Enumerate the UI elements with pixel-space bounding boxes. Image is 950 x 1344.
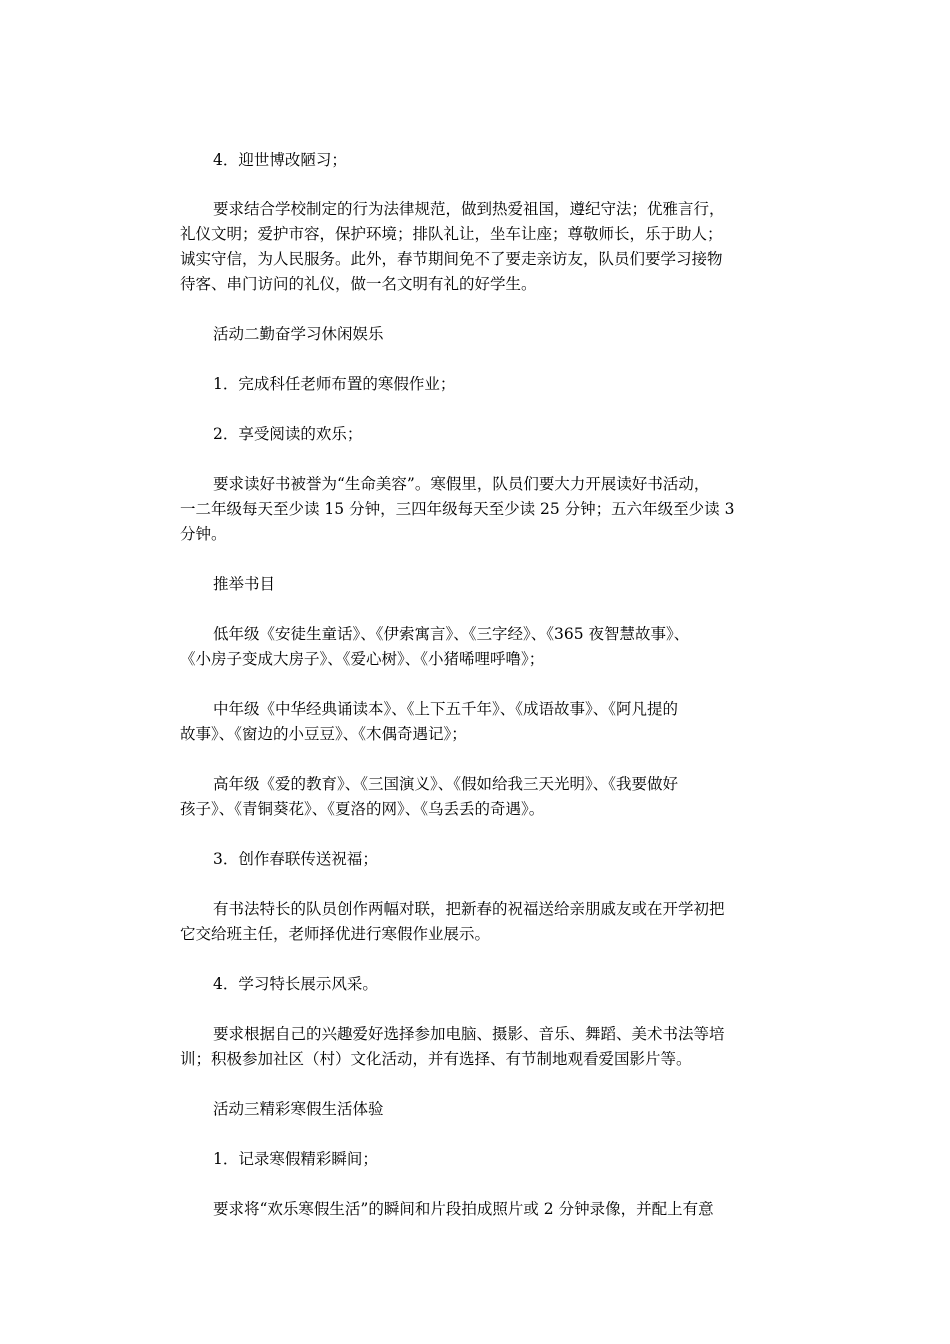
paragraph: [180, 197, 780, 297]
text-line: 中年级《中华经典诵读本》、《上下五千年》、《成语故事》、《阿凡提的: [213, 700, 679, 718]
section-heading: [180, 322, 780, 347]
text-line: 《小房子变成大房子》、《爱心树》、《小猪唏哩呼噜》；: [180, 650, 545, 668]
text-line: 4．迎世博改陋习；: [213, 151, 347, 169]
text-line: 它交给班主任，老师择优进行寒假作业展示。: [180, 925, 491, 943]
paragraph: [180, 1147, 780, 1172]
text-line: 有书法特长的队员创作两幅对联，把新春的祝福送给亲朋戚友或在开学初把: [213, 900, 725, 918]
text-line: 待客、串门访问的礼仪，做一名文明有礼的好学生。: [180, 275, 537, 293]
paragraph: [180, 622, 780, 672]
text-line: 4．学习特长展示风采。: [213, 975, 378, 993]
text-line: 推举书目: [213, 575, 276, 593]
text-line: 孩子》、《青铜葵花》、《夏洛的网》、《乌丢丢的奇遇》。: [180, 800, 545, 818]
paragraph: [180, 422, 780, 447]
text-line: 活动二勤奋学习休闲娱乐: [213, 325, 384, 343]
text-line: 2．享受阅读的欢乐；: [213, 425, 363, 443]
paragraph: [180, 897, 780, 947]
paragraph: [180, 772, 780, 822]
text-line: 1．记录寒假精彩瞬间；: [213, 1150, 378, 1168]
text-line: 训；积极参加社区（村）文化活动，并有选择、有节制地观看爱国影片等。: [180, 1050, 692, 1068]
paragraph: [180, 1022, 780, 1072]
text-line: 故事》、《窗边的小豆豆》、《木偶奇遇记》；: [180, 725, 467, 743]
text-line: 3．创作春联传送祝福；: [213, 850, 378, 868]
text-line: 低年级《安徒生童话》、《伊索寓言》、《三字经》、《365 夜智慧故事》、: [213, 625, 690, 643]
text-line: 要求根据自己的兴趣爱好选择参加电脑、摄影、音乐、舞蹈、美术书法等培: [213, 1025, 725, 1043]
text-line: 礼仪文明；爱护市容，保护环境；排队礼让，坐车让座；尊敬师长，乐于助人；: [180, 225, 723, 243]
paragraph: [180, 148, 780, 173]
paragraph: [180, 972, 780, 997]
text-line: 活动三精彩寒假生活体验: [213, 1100, 384, 1118]
paragraph: [180, 372, 780, 397]
text-line: 诚实守信，为人民服务。此外，春节期间免不了要走亲访友，队员们要学习接物: [180, 250, 723, 268]
section-heading: [180, 1097, 780, 1122]
text-line: 分钟。: [180, 525, 227, 543]
paragraph: [180, 697, 780, 747]
text-line: 要求读好书被誉为“生命美容”。寒假里，队员们要大力开展读好书活动，: [213, 475, 710, 493]
text-line: 1．完成科任老师布置的寒假作业；: [213, 375, 456, 393]
paragraph: [180, 847, 780, 872]
text-line: 高年级《爱的教育》、《三国演义》、《假如给我三天光明》、《我要做好: [213, 775, 679, 793]
text-line: 要求将“欢乐寒假生活”的瞬间和片段拍成照片或 2 分钟录像，并配上有意: [213, 1200, 714, 1218]
paragraph: [180, 472, 780, 547]
text-line: 一二年级每天至少读 15 分钟，三四年级每天至少读 25 分钟；五六年级至少读 3: [180, 500, 735, 518]
section-heading: [180, 572, 780, 597]
text-line: 要求结合学校制定的行为法律规范，做到热爱祖国，遵纪守法；优雅言行，: [213, 200, 725, 218]
paragraph: [180, 1197, 780, 1222]
